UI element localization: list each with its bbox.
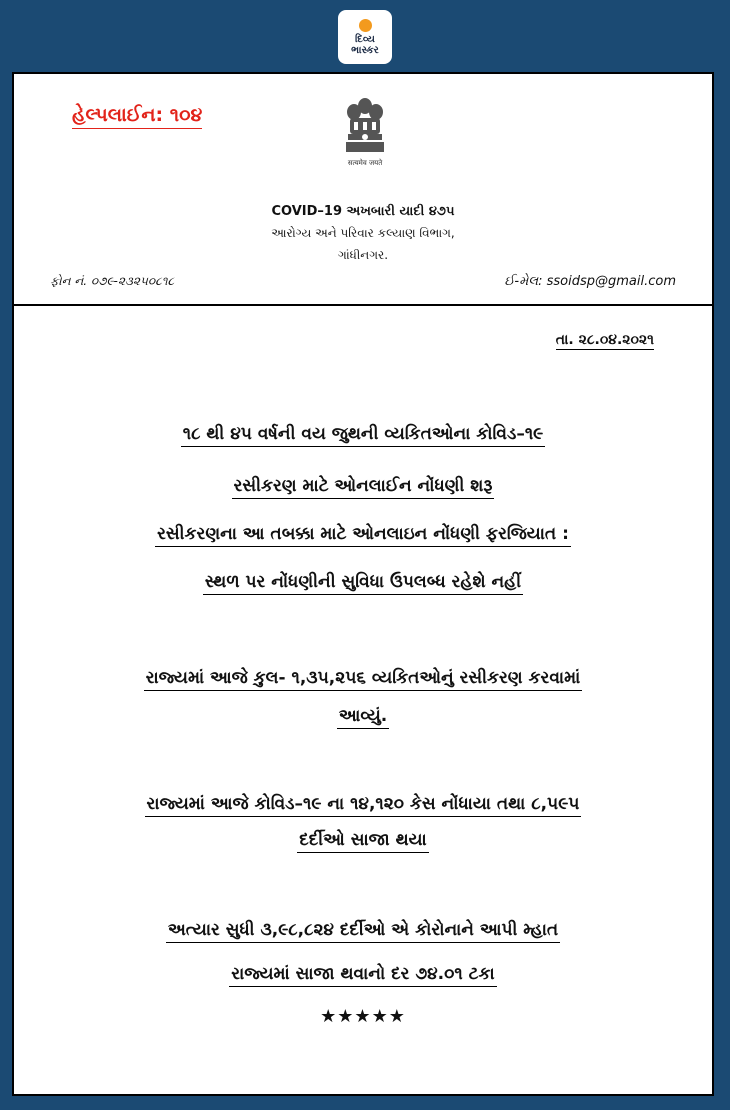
department-name: આરોગ્ય અને પરિવાર કલ્યાણ વિભાગ,	[271, 226, 455, 240]
headline-line: રસીકરણ માટે ઓનલાઈન નોંધણી શરૂ	[14, 476, 712, 496]
sun-icon	[359, 19, 372, 32]
city-name: ગાંધીનગર.	[337, 248, 389, 262]
headline-line: રાજ્યમાં સાજા થવાનો દર ૭૪.૦૧ ટકા	[14, 964, 712, 984]
state-emblem	[336, 96, 394, 168]
footer-stars: ★★★★★	[320, 1006, 406, 1027]
headline-line: રસીકરણના આ તબક્કા માટે ઓનલાઇન નોંધણી ફરજિયાત :	[14, 524, 712, 544]
release-date: તા. ૨૮.૦૪.૨૦૨૧	[555, 332, 654, 348]
press-release-title: COVID–19 અખબારી યાદી ૪૭૫	[271, 204, 455, 219]
headline-line: દર્દીઓ સાજા થયા	[14, 830, 712, 850]
emblem-motto: सत्यमेव जयते	[347, 159, 383, 167]
email-address: ઈ-મેલ: ssoidsp@gmail.com	[504, 274, 676, 289]
headline-line: ૧૮ થી ૪૫ વર્ષની વય જુથની વ્યકિતઓના કોવિડ–૧૯	[14, 424, 712, 444]
headline-line: સ્થળ પર નોંધણીની સુવિધા ઉપલબ્ધ રહેશે નહીં	[14, 572, 712, 592]
helpline-number: હેલ્પલાઈન: ૧૦૪	[72, 104, 202, 129]
header-divider	[14, 304, 712, 306]
press-release-document	[12, 72, 714, 1096]
logo-text-line1: દિવ્ય	[355, 33, 375, 45]
logo-text-line2: ભાસ્કર	[351, 44, 379, 56]
headline-line: અત્યાર સુધી ૩,૯૮,૮૨૪ દર્દીઓ એ કોરોનાને આપી મ્હાત	[14, 920, 712, 940]
headline-line: રાજ્યમાં આજે કોવિડ–૧૯ ના ૧૪,૧૨૦ કેસ નોંધાયા તથા ૮,૫૯૫	[14, 794, 712, 814]
ashoka-emblem-icon	[336, 96, 394, 158]
phone-number: ફોન નં. ૦૭૯-૨૩૨૫૦૮૧૮	[50, 274, 175, 288]
divya-bhaskar-logo	[338, 10, 392, 64]
headline-line: આવ્યું.	[14, 706, 712, 726]
headline-line: રાજ્યમાં આજે કુલ- ૧,૩૫,૨૫૬ વ્યકિતઓનું રસીકરણ કરવામાં	[14, 668, 712, 688]
